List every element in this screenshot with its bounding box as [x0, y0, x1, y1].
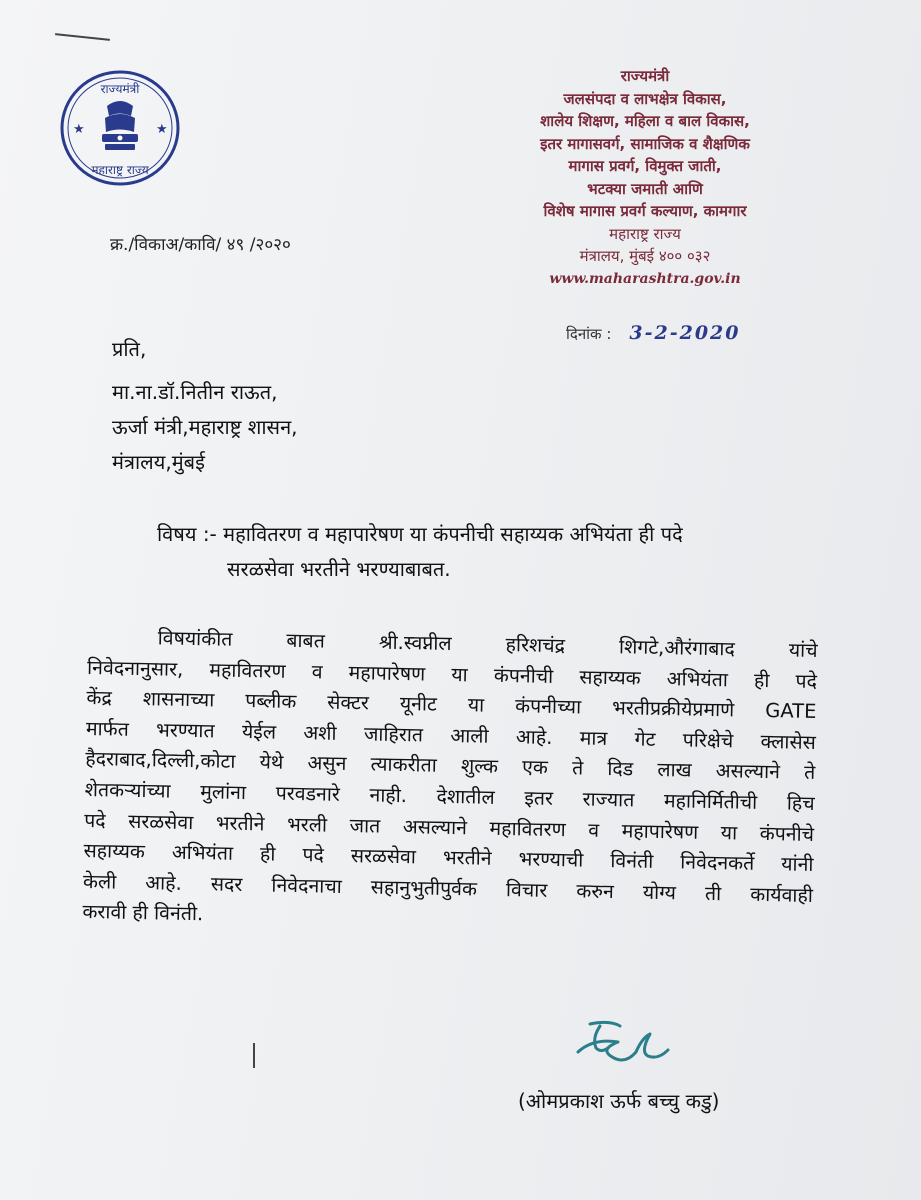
- body-line: शेतकऱ्यांच्या मुलांना परवडनारे नाही. देशातील इतर राज्यात महानिर्मितीची हिच: [84, 777, 815, 815]
- body-line: मार्फत भरण्यात येईल अशी जाहिरात आली आहे. मात्र गेट परिक्षेचे क्लासेस: [85, 716, 817, 754]
- date-row: [566, 322, 741, 344]
- body-line: करावी ही विनंती.: [82, 900, 204, 926]
- date-value: 3-2-2020: [629, 322, 741, 344]
- date-label: दिनांक :: [566, 325, 612, 343]
- state-emblem-seal: [55, 66, 185, 191]
- body-line: हैदराबाद,दिल्ली,कोटा येथे असुन त्याकरीता शुल्क एक ते दिड लाख असल्याने ते: [85, 747, 816, 785]
- body-line: सहाय्यक अभियंता ही पदे सरळसेवा भरतीने भरण्याची विनंती निवेदनकर्ते यांनी: [83, 839, 814, 877]
- pen-mark: [253, 1043, 255, 1068]
- subject-block: [157, 517, 683, 587]
- letterhead-state: महाराष्ट्र राज्य: [609, 224, 681, 243]
- letterhead-website: www.maharashtra.gov.in: [549, 270, 741, 287]
- lion-capital-icon: [102, 101, 138, 150]
- letterhead-line: शालेय शिक्षण, महिला व बाल विकास,: [540, 112, 750, 130]
- recipient-to: प्रति,: [112, 337, 147, 361]
- signatory-name: (ओमप्रकाश ऊर्फ बच्चु कडु): [518, 1089, 720, 1113]
- body-line: निवेदनानुसार, महावितरण व महापारेषण या कंपनीची सहाय्यक अभियंता ही पदे: [86, 655, 818, 693]
- letterhead-address: मंत्रालय, मुंबई ४०० ०३२: [579, 247, 711, 265]
- handwritten-signature: [560, 1012, 680, 1082]
- star-icon: ★: [156, 122, 168, 137]
- recipient-designation: ऊर्जा मंत्री,महाराष्ट्र शासन,: [112, 415, 298, 439]
- subject-line: विषय :- महावितरण व महापारेषण या कंपनीची सहाय्यक अभियंता ही पदे: [157, 522, 683, 546]
- letterhead-line: जलसंपदा व लाभक्षेत्र विकास,: [563, 89, 727, 108]
- letterhead-line: मागास प्रवर्ग, विमुक्त जाती,: [568, 157, 722, 175]
- reference-number: क्र./विकाअ/कावि/ ४९ /२०२०: [110, 235, 291, 255]
- recipient-name: मा.ना.डॉ.नितीन राऊत,: [112, 380, 278, 404]
- emblem-top-text: राज्यमंत्री: [100, 82, 140, 96]
- emblem-bottom-text: महाराष्ट्र राज्य: [91, 163, 149, 177]
- star-icon: ★: [73, 122, 85, 137]
- letterhead: [460, 65, 830, 290]
- letterhead-line: भटक्या जमाती आणि: [587, 179, 703, 198]
- letter-body: [82, 622, 818, 942]
- letterhead-line: राज्यमंत्री: [620, 67, 670, 85]
- subject-line: सरळसेवा भरतीने भरण्याबाबत.: [227, 557, 451, 581]
- body-line: केली आहे. सदर निवेदनाचा सहानुभुतीपुर्वक विचार करुन योग्य ती कार्यवाही: [82, 869, 814, 907]
- recipient-block: [112, 332, 298, 480]
- body-line: पदे सरळसेवा भरतीने भरली जात असल्याने महावितरण व महापारेषण या कंपनीचे: [83, 808, 815, 846]
- body-line: केंद्र शासनाच्या पब्लीक सेक्टर यूनीट या कंपनीच्या भरतीप्रक्रीयेप्रमाणे GATE: [86, 686, 817, 724]
- pen-mark: [55, 33, 110, 41]
- recipient-office: मंत्रालय,मुंबई: [112, 450, 205, 474]
- letterhead-line: विशेष मागास प्रवर्ग कल्याण, कामगार: [543, 202, 747, 220]
- body-line: विषयांकीत बाबत श्री.स्वप्नील हरिशचंद्र शिगटे,औरंगाबाद यांचे: [157, 626, 818, 663]
- letterhead-line: इतर मागासवर्ग, सामाजिक व शैक्षणिक: [540, 134, 750, 153]
